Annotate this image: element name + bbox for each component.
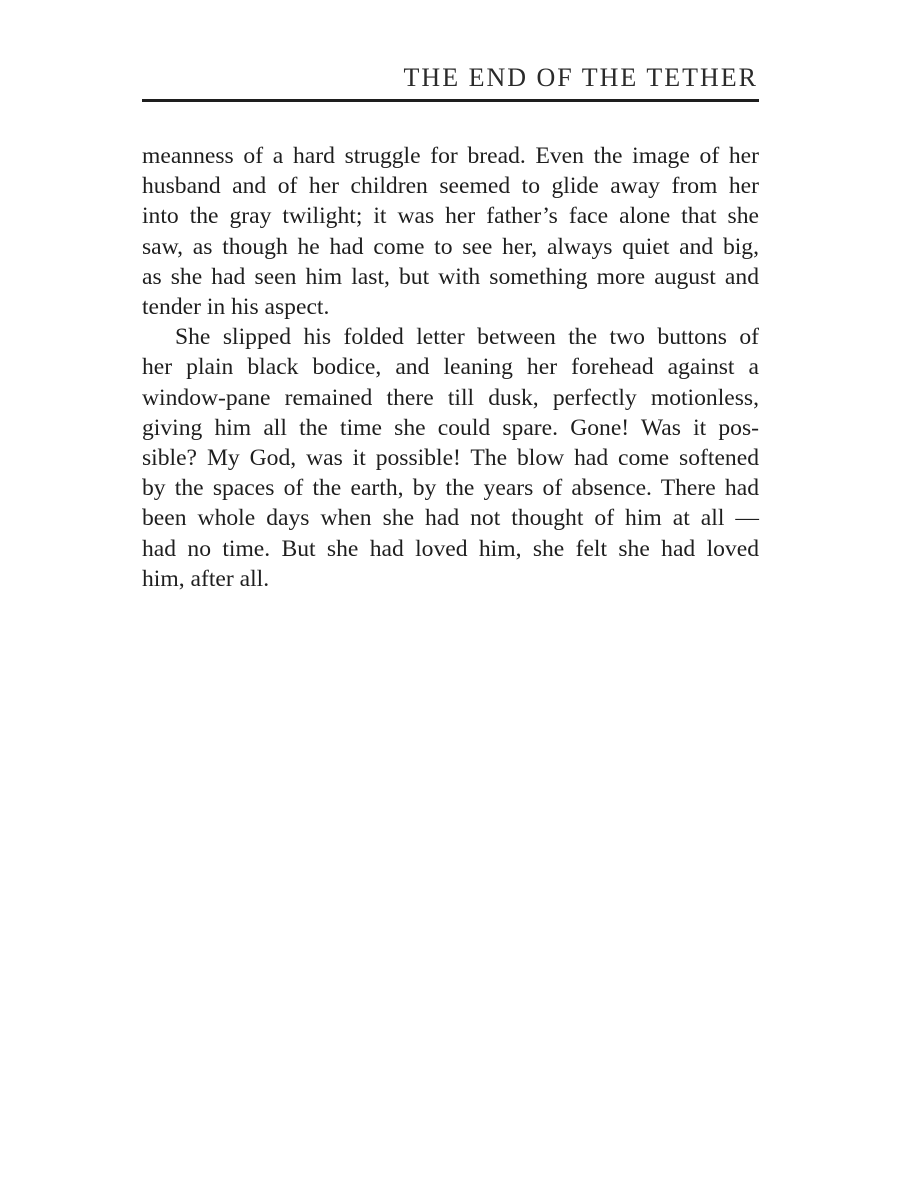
- text-line: giving him all the time she could spare. Gone! Was it pos-: [142, 414, 759, 441]
- text-line: him, after all.: [142, 565, 270, 592]
- text-line: husband and of her children seemed to glide away from her: [142, 173, 759, 200]
- text-line: window-pane remained there till dusk, perfectly motionless,: [142, 384, 759, 411]
- paragraph-2: [142, 322, 759, 594]
- body-text: [142, 141, 759, 594]
- paragraph-1: [142, 141, 759, 322]
- text-line: into the gray twilight; it was her father’s face alone that she: [142, 203, 759, 230]
- text-line: her plain black bodice, and leaning her forehead against a: [142, 354, 759, 381]
- text-line: been whole days when she had not thought of him at all —: [142, 505, 759, 532]
- text-line: by the spaces of the earth, by the years of absence. There had: [142, 475, 759, 502]
- text-line: meanness of a hard struggle for bread. Even the image of her: [142, 143, 759, 169]
- text-line: tender in his aspect.: [142, 294, 330, 321]
- text-line: had no time. But she had loved him, she felt she had loved: [142, 535, 759, 562]
- text-line: as she had seen him last, but with something more august and: [142, 263, 759, 290]
- text-line: saw, as though he had come to see her, always quiet and big,: [142, 233, 759, 260]
- text-line: sible? My God, was it possible! The blow had come softened: [142, 445, 759, 472]
- header-rule: [142, 99, 759, 102]
- running-head-title: THE END OF THE TETHER: [403, 63, 758, 92]
- text-line: She slipped his folded letter between the two buttons of: [175, 324, 759, 351]
